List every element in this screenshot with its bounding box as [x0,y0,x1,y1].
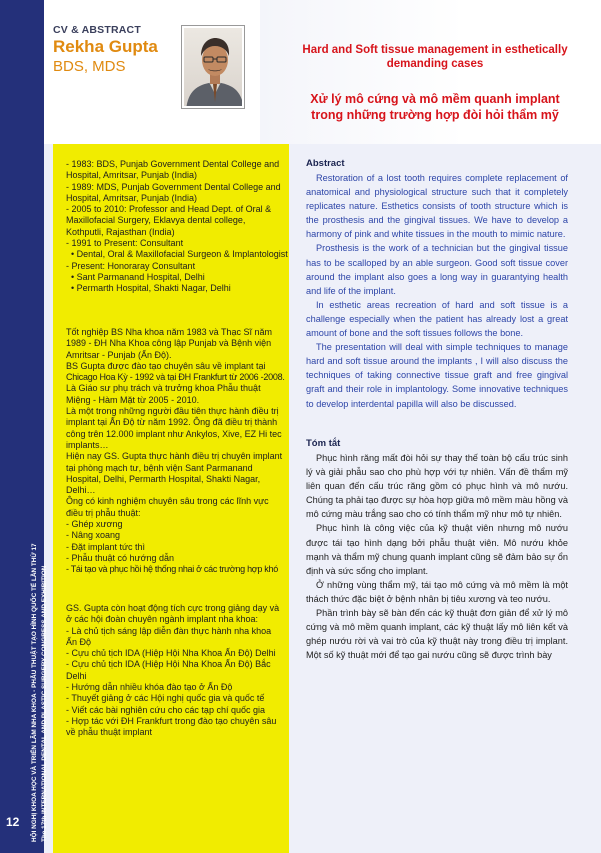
cv-line: - Phẫu thuật có hướng dẫn [66,552,174,563]
cv-line: Hospital, Amritsar, Punjab (India) [66,170,198,181]
abstract-paragraph: The presentation will deal with simple techniques to manage hard and soft tissue around the implants , I will also discuss the techniques of taking connective tissue graft and free gingival graft and their role in implantology. Some innovative techniques to develop interdental papilla will also be discussed. [306,342,568,409]
cv-line: - Đặt implant tức thì [66,541,146,552]
cv-line: - Thuyết giảng ở các Hội nghị quốc gia và quốc tế [66,693,265,704]
cv-english [66,159,286,295]
cv-line: ở các hội đoàn chuyên ngành implant nha khoa: [66,614,259,625]
cv-line: Kothputli, Rajasthan (India) [66,226,175,237]
cv-line: - Present: Honoraray Consultant [66,260,196,271]
cv-line: Hiện nay GS. Gupta thực hành điều trị chuyên implant [66,451,283,462]
cv-line: Amritsar - Punjab (Ấn Độ). [66,349,172,360]
summary-paragraph: Phần trình bày sẽ bàn đến các kỹ thuật đơn giản để xử lý mô cứng và mô mềm quanh implant, các kỹ thuật lấy mô liên kết và ghép nướu rời và vai trò của kỹ thuật này trong điều trị implant. Một số kỹ thuật mới để tạo gai nướu cũng sẽ được trình bày [306,608,568,661]
cv-line: - Cựu chủ tịch IDA (Hiệp Hội Nha Khoa Ấn Độ) Delhi [66,648,276,659]
cv-line: Ông có kinh nghiệm chuyên sâu trong các lĩnh vực [66,496,269,507]
cv-line: - Ghép xương [66,519,123,530]
abstract-paragraph: In esthetic areas recreation of hard and soft tissue is a challenge especially when the patient has already lost a great amount of bone and the soft tissues follows the bone. [306,299,568,339]
cv-line: Ấn Độ [66,636,92,647]
sidebar-congress-vi: HỘI NGHỊ KHOA HỌC VÀ TRIỂN LÃM NHA KHOA - PHẪU THUẬT TẠO HÌNH QUỐC TẾ LẦN THỨ 17 [31,543,38,842]
summary-paragraph: Ở những vùng thẩm mỹ, tái tạo mô cứng và mô mềm là một thách thức đặc biệt ở bệnh nhân bị tiêu xương và teo nướu. [306,579,568,604]
page-number: 12 [6,815,20,829]
cv-line: - 1989: MDS, Punjab Government Dental College and [66,181,281,192]
cv-line: điều trị phẫu thuật: [66,507,141,518]
cv-line: Hospital, Delhi, Permarth Hospital, Shakti Nagar, [66,473,261,484]
cv-line: BS Gupta được đào tạo chuyên sâu về implant tại [66,360,266,371]
author-name: Rekha Gupta [53,37,158,56]
cv-line: Delhi… [66,485,96,496]
cv-line: Miệng - Hàm Mặt từ 2005 - 2010. [66,394,200,405]
author-degree: BDS, MDS [53,58,126,75]
cv-line: 1989 - ĐH Nha Khoa công lập Punjab và Bệnh viện [66,338,272,349]
cv-line: • Sant Parmanand Hospital, Delhi [66,271,205,282]
abstract-body [306,171,568,411]
sidebar-congress-text [30,412,49,842]
cv-line: Chicago Hoa Kỳ - 1992 và tại ĐH Frankfurt từ 2006 -2008. [66,372,285,383]
cv-line: - Hướng dẫn nhiều khóa đào tạo ở Ấn Độ [66,682,233,693]
cv-line: implants… [66,439,109,450]
cv-line: - Hợp tác với ĐH Frankfurt trong đào tạo chuyên sâu [66,715,277,726]
cv-line: • Permarth Hospital, Shakti Nagar, Delhi [66,283,231,294]
cv-line: Là Giáo sư phụ trách và trưởng khoa Phẫu thuật [66,383,261,394]
talk-title-vietnamese: Xử lý mô cứng và mô mềm quanh implant trong những trường hợp đòi hỏi thẩm mỹ [310,92,560,122]
cv-line: Tốt nghiệp BS Nha khoa năm 1983 và Thạc Sĩ năm [66,327,272,337]
cv-line: Maxillofacial Surgery, Eklavya dental college, [66,215,246,226]
cv-line: công trên 12.000 implant như Ankylos, Xive, EZ Hi tec [66,428,282,439]
portrait-figure [184,28,244,108]
cv-line: - Nâng xoang [66,530,121,541]
summary-heading: Tóm tắt [306,438,341,449]
abstract-paragraph: Restoration of a lost tooth requires complete replacement of anatomical and physiological structure such that it completely replicates nature. Esthetics consists of tooth structure which is the prosthesis and the gingival tissues. We have to develop a harmony of pink and white tissues in the mouth to mimic nature. [306,173,568,240]
cv-vietnamese [66,327,286,576]
cv-line: Là một trong những người đầu tiên thực hành điều trị [66,406,279,417]
cv-line: về phẫu thuật implant [66,727,153,738]
cv-line: Hospital, Amritsar, Punjab (India) [66,192,198,203]
cv-line: GS. Gupta còn hoạt động tích cực trong giảng dạy và [66,603,280,613]
abstract-paragraph: Prosthesis is the work of a technician but the gingival tissue has to be scalloped by an able surgeon. Good soft tissue cover around the implant also goes a long way in guarantying health and life of the implant. [306,243,568,296]
cv-abstract-label: CV & ABSTRACT [53,24,141,36]
cv-vietnamese-activities [66,603,286,739]
cv-line: - 1991 to Present: Consultant [66,238,184,249]
cv-line: - 1983: BDS, Punjab Government Dental College and [66,159,280,169]
summary-body [306,451,568,662]
sidebar-congress-en: The 17th INTERNATIONAL DENTAL AND PLASTIC SURGERY CONGRESS AND EXHIBITION [40,565,48,842]
abstract-heading: Abstract [306,158,345,169]
cv-line: • Dental, Oral & Maxillofacial Surgeon & Implantologist [66,249,288,260]
cv-line: - 2005 to 2010: Professor and Head Dept. of Oral & [66,204,272,215]
cv-line: Delhi [66,670,87,681]
cv-line: implant tại Ấn Độ từ năm 1992. Ông đã điều trị thành [66,417,278,428]
cv-line: - Cựu chủ tịch IDA (Hiệp Hội Nha Khoa Ấn Độ) Bắc [66,659,271,670]
talk-title-english: Hard and Soft tissue management in esthetically demanding cases [302,44,568,70]
author-portrait [182,26,244,108]
summary-paragraph: Phục hình răng mất đòi hỏi sự thay thế toàn bộ cấu trúc sinh lý và giải phẫu sao cho phù hợp với tự nhiên. Vấn đề thẩm mỹ liên quan đến cấu trúc răng gồm có phục hình và mô nướu. Chúng ta phải tạo được sự hòa hợp giữa mô mềm màu hồng và mô cứng màu trắng sao cho có tính thẩm mỹ như mô tự nhiên. [306,453,568,520]
cv-line: - Là chủ tịch sáng lập diễn đàn thực hành nha khoa [66,625,272,636]
summary-paragraph: Phục hình là công việc của kỹ thuật viên nhưng mô nướu được tái tạo hình dạng bởi phẫu thuật viên. Mô nướu khỏe mạnh và thẩm mỹ chung quanh implant cũng sẽ đảm bảo sự ổn định và sức sống cho implant. [306,523,568,576]
cv-line: tại phòng mạch tư, bệnh viện Sant Parmanand [66,462,253,473]
cv-line: - Viết các bài nghiên cứu cho các tạp chí quốc gia [66,704,265,715]
cv-line: - Tái tạo và phục hồi hệ thống nhai ở các trường hợp khó [66,564,278,575]
